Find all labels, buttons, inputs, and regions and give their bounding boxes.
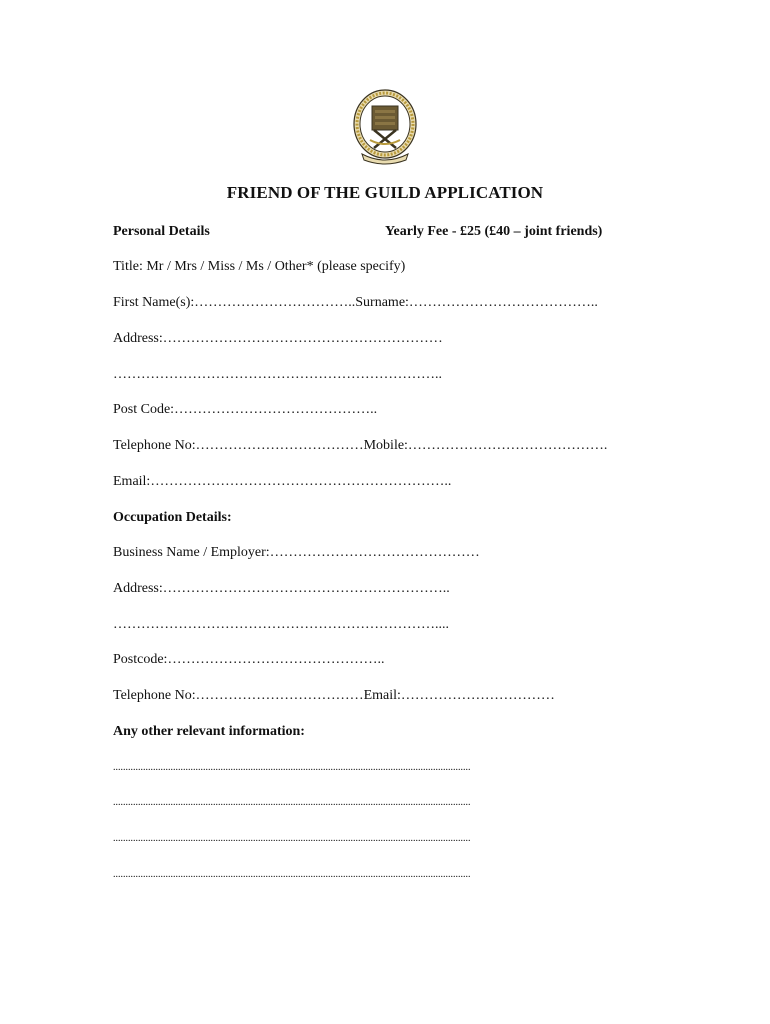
email-field[interactable]: Email:……………………………………………………….. bbox=[113, 474, 452, 489]
other-info-line[interactable]: ............................................................................................................................................... bbox=[113, 833, 471, 844]
page-title: FRIEND OF THE GUILD APPLICATION bbox=[226, 183, 544, 202]
other-info-line[interactable]: ............................................................................................................................................... bbox=[113, 762, 471, 773]
other-info-heading: Any other relevant information: bbox=[113, 724, 305, 739]
occupation-address-field-1[interactable]: Address:…………………………………………………….. bbox=[113, 581, 450, 596]
names-field[interactable]: First Name(s):……………………………..Surname:………………………………….. bbox=[113, 295, 598, 310]
address-field-2[interactable]: …………………………………………………………….. bbox=[113, 367, 442, 382]
title-field[interactable]: Title: Mr / Mrs / Miss / Ms / Other* (please specify) bbox=[113, 259, 406, 274]
occupation-telephone-email-field[interactable]: Telephone No:………………………………Email:…………………………… bbox=[113, 688, 555, 703]
occupation-address-field-2[interactable]: …………………………………………………………….... bbox=[113, 617, 449, 632]
guild-crest-logo bbox=[352, 88, 418, 166]
personal-details-heading: Personal Details bbox=[113, 224, 210, 239]
telephone-mobile-field[interactable]: Telephone No:………………………………Mobile:……………………………………. bbox=[113, 438, 608, 453]
postcode-field[interactable]: Post Code:…………………………………….. bbox=[113, 402, 378, 417]
yearly-fee-label: Yearly Fee - £25 (£40 – joint friends) bbox=[385, 224, 603, 239]
other-info-line[interactable]: ............................................................................................................................................... bbox=[113, 797, 471, 808]
business-name-field[interactable]: Business Name / Employer:……………………………………… bbox=[113, 545, 480, 560]
address-field-1[interactable]: Address:…………………………………………………… bbox=[113, 331, 443, 346]
other-info-line[interactable]: ............................................................................................................................................... bbox=[113, 869, 471, 880]
occupation-details-heading: Occupation Details: bbox=[113, 510, 232, 525]
occupation-postcode-field[interactable]: Postcode:……………………………………….. bbox=[113, 652, 385, 667]
